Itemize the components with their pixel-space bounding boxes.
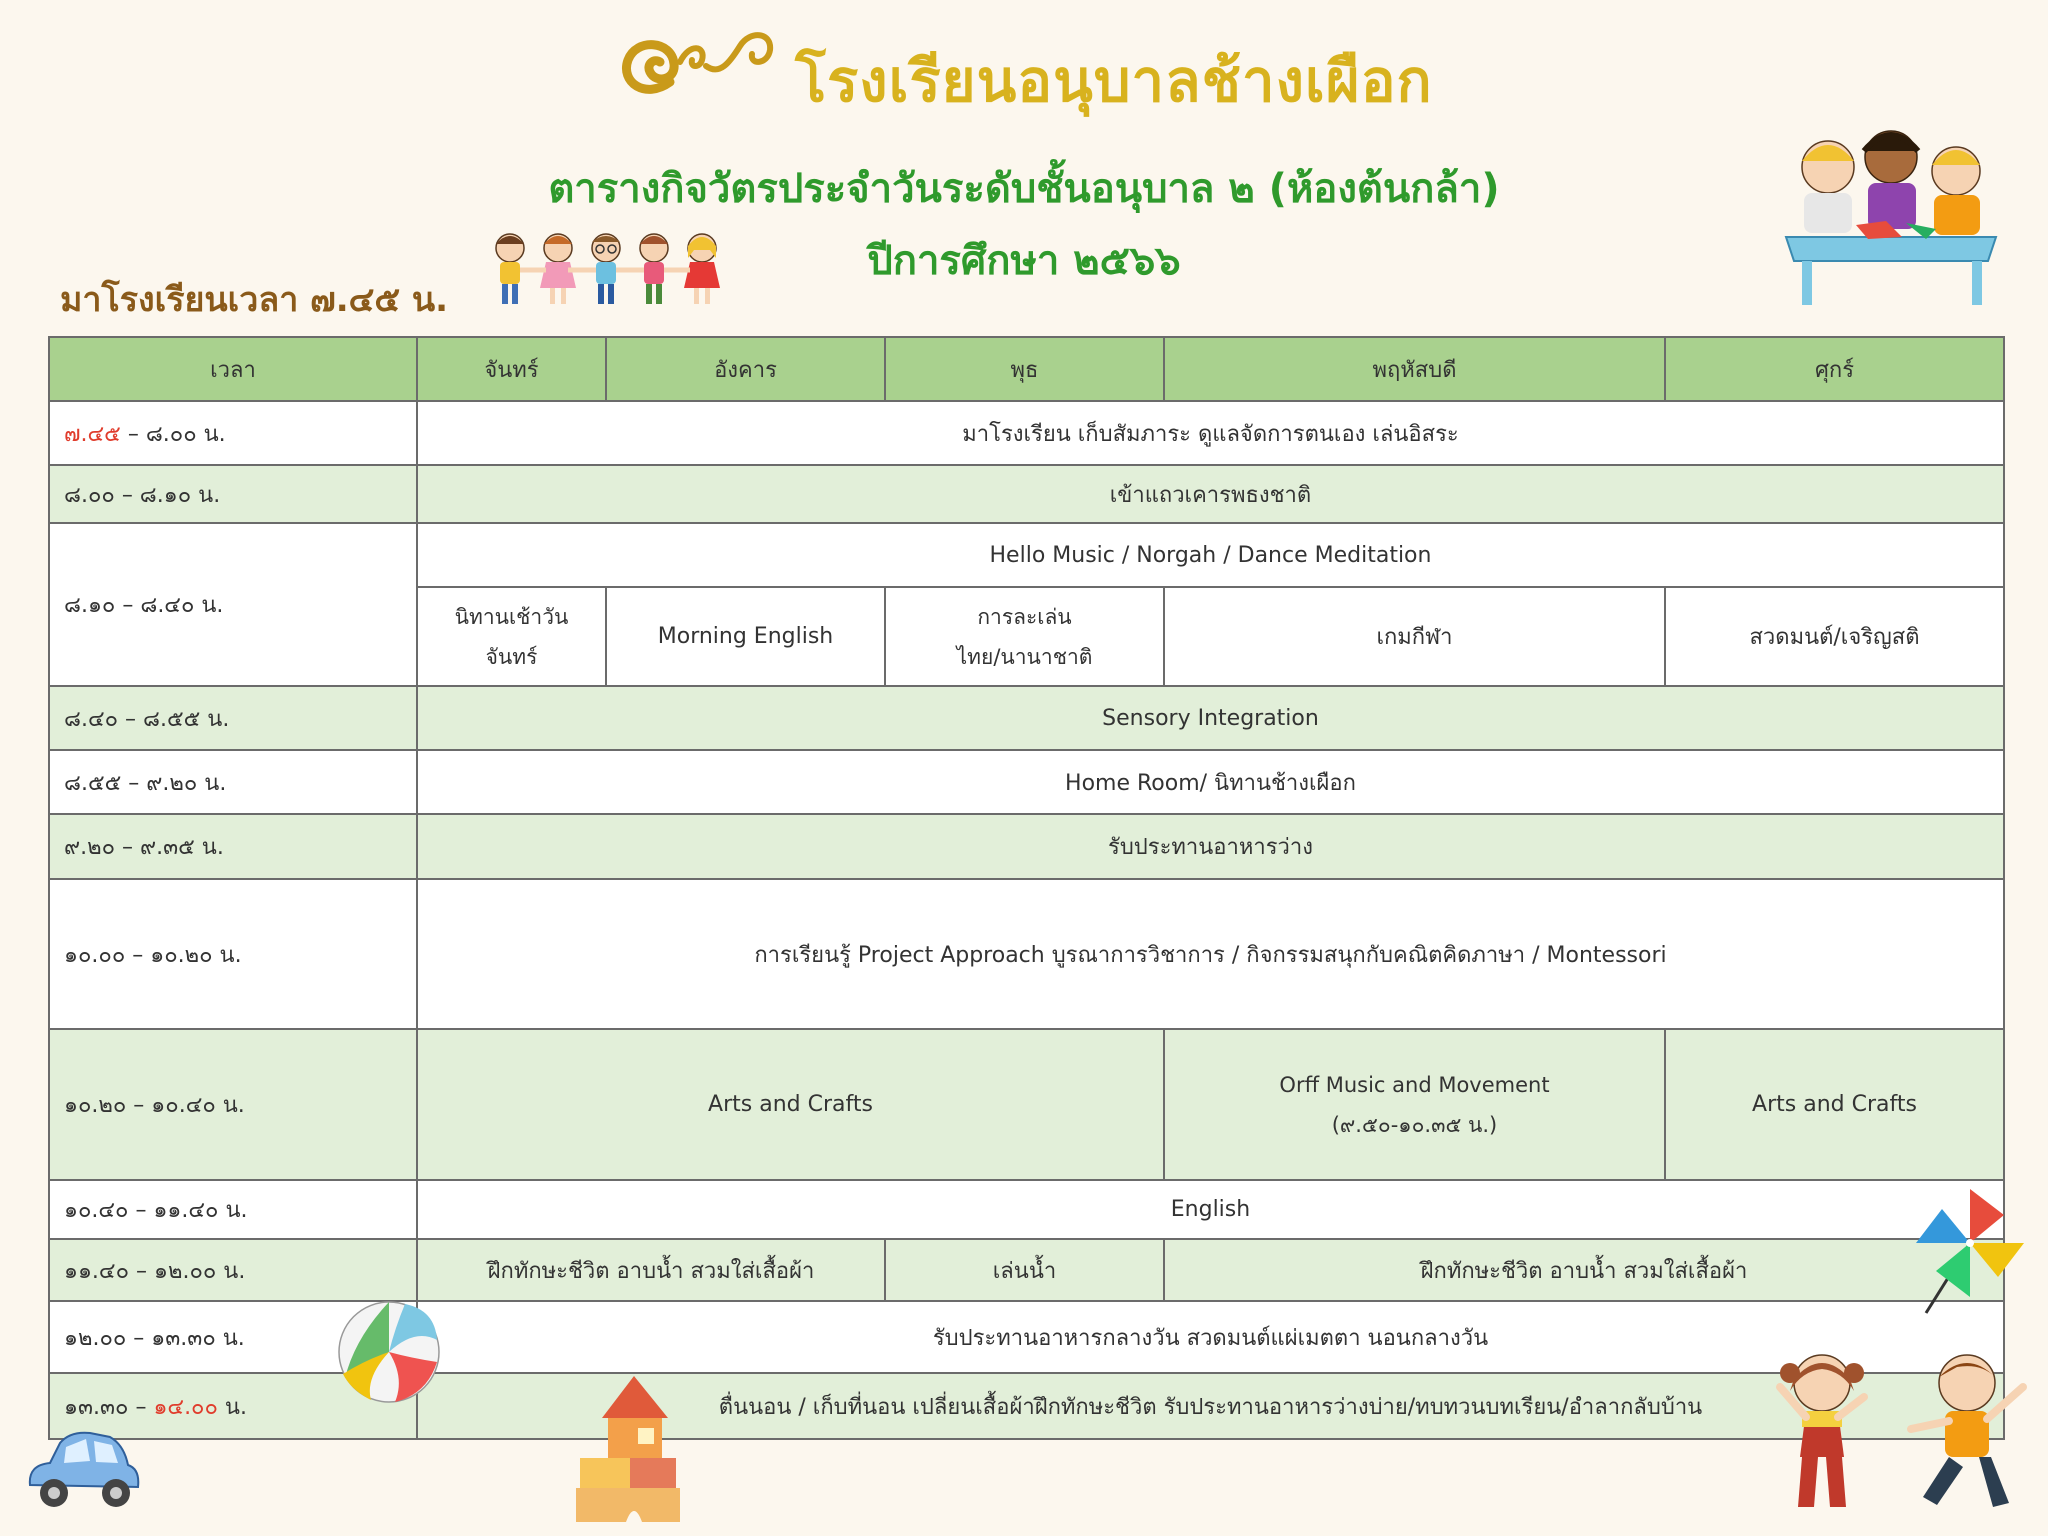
time-cell: ๑๐.๔๐ – ๑๑.๔๐ น. (49, 1180, 417, 1239)
pinwheel-icon (1912, 1185, 2030, 1315)
table-row (49, 465, 2004, 523)
schedule-title: ตารางกิจวัตรประจำวันระดับชั้นอนุบาล ๒ (ห้องต้นกล้า) (548, 166, 1500, 212)
toy-car-icon (20, 1425, 145, 1520)
time-cell: ๘.๑๐ – ๘.๔๐ น. (49, 523, 417, 686)
header-row (49, 337, 2004, 401)
time-cell: ๑๑.๔๐ – ๑๒.๐๐ น. (49, 1239, 417, 1301)
arrival-time-note: มาโรงเรียนเวลา ๗.๔๕ น. (60, 280, 449, 320)
activity-cell: Home Room/ นิทานช้างเผือก (417, 750, 2004, 814)
time-cell: ๘.๐๐ – ๘.๑๐ น. (49, 465, 417, 523)
activity-cell: English (417, 1180, 2004, 1239)
toy-blocks-icon (572, 1372, 684, 1524)
monday-activity (417, 587, 606, 686)
activity-cell: การเรียนรู้ Project Approach บูรณาการวิชาการ / กิจกรรมสนุกกับคณิตคิดภาษา / Montessori (417, 879, 2004, 1029)
thursday-line1: Orff Music and Movement (1279, 1072, 1550, 1097)
table-row (49, 750, 2004, 814)
table-row (49, 523, 2004, 587)
time-end-highlight: ๑๔.๐๐ (153, 1394, 218, 1420)
tuesday-activity: Morning English (606, 587, 885, 686)
mon-tue-activity: ฝึกทักษะชีวิต อาบน้ำ สวมใส่เสื้อผ้า (417, 1239, 885, 1301)
children-at-table-icon (1776, 125, 2006, 310)
header-time: เวลา (49, 337, 417, 401)
time-cell: ๑๐.๒๐ – ๑๐.๔๐ น. (49, 1029, 417, 1180)
activity-cell: มาโรงเรียน เก็บสัมภาระ ดูแลจัดการตนเอง เล่นอิสระ (417, 401, 2004, 465)
activity-cell: ตื่นนอน / เก็บที่นอน เปลี่ยนเสื้อผ้าฝึกทักษะชีวิต รับประทานอาหารว่างบ่าย/ทบทวนบทเรียน/อำลากลับบ้าน (417, 1373, 2004, 1439)
time-unit: น. (217, 1394, 247, 1420)
logo-swirl-icon (610, 22, 780, 112)
thu-fri-activity: ฝึกทักษะชีวิต อาบน้ำ สวมใส่เสื้อผ้า (1164, 1239, 2004, 1301)
children-row-icon (488, 228, 728, 310)
friday-activity: สวดมนต์/เจริญสติ (1665, 587, 2004, 686)
monday-line2: จันทร์ (485, 644, 538, 669)
header-thursday: พฤหัสบดี (1164, 337, 1665, 401)
table-row (49, 1239, 2004, 1301)
header-monday: จันทร์ (417, 337, 606, 401)
time-cell (49, 401, 417, 465)
boy-icon (1897, 1347, 2035, 1519)
friday-activity: Arts and Crafts (1665, 1029, 2004, 1180)
header-tuesday: อังคาร (606, 337, 885, 401)
time-cell: ๘.๔๐ – ๘.๕๕ น. (49, 686, 417, 750)
table-row (49, 1180, 2004, 1239)
mon-wed-activity: Arts and Crafts (417, 1029, 1164, 1180)
wednesday-activity: เล่นน้ำ (885, 1239, 1164, 1301)
girl-icon (1772, 1347, 1872, 1519)
monday-line1: นิทานเช้าวัน (454, 604, 569, 629)
activity-cell: Hello Music / Norgah / Dance Meditation (417, 523, 2004, 587)
header-friday: ศุกร์ (1665, 337, 2004, 401)
wednesday-activity (885, 587, 1164, 686)
thursday-activity (1164, 1029, 1665, 1180)
time-cell: ๘.๕๕ – ๙.๒๐ น. (49, 750, 417, 814)
header-wednesday: พุธ (885, 337, 1164, 401)
table-row (49, 686, 2004, 750)
activity-cell: Sensory Integration (417, 686, 2004, 750)
beach-ball-icon (335, 1298, 443, 1406)
time-cell: ๙.๒๐ – ๙.๓๕ น. (49, 814, 417, 879)
thursday-activity: เกมกีฬา (1164, 587, 1665, 686)
activity-cell: รับประทานอาหารกลางวัน สวดมนต์แผ่เมตตา นอนกลางวัน (417, 1301, 2004, 1373)
table-row (49, 879, 2004, 1029)
table-row (49, 1029, 2004, 1180)
activity-cell: รับประทานอาหารว่าง (417, 814, 2004, 879)
time-cell: ๑๐.๐๐ – ๑๐.๒๐ น. (49, 879, 417, 1029)
time-cell: ๑๒.๐๐ – ๑๓.๓๐ น. (49, 1301, 417, 1373)
activity-cell: เข้าแถวเคารพธงชาติ (417, 465, 2004, 523)
schedule-table (48, 336, 2005, 1440)
wednesday-line2: ไทย/นานาชาติ (956, 644, 1093, 669)
time-start: ๑๓.๓๐ – (64, 1394, 154, 1420)
table-row (49, 814, 2004, 879)
time-start-highlight: ๗.๔๕ (64, 421, 121, 447)
thursday-line2: (๙.๕๐-๑๐.๓๕ น.) (1331, 1112, 1498, 1137)
time-end: – ๘.๐๐ น. (120, 421, 226, 447)
school-name: โรงเรียนอนุบาลช้างเผือก (795, 47, 1433, 115)
academic-year: ปีการศึกษา ๒๕๖๖ (867, 238, 1181, 284)
wednesday-line1: การละเล่น (977, 604, 1072, 629)
table-row (49, 401, 2004, 465)
